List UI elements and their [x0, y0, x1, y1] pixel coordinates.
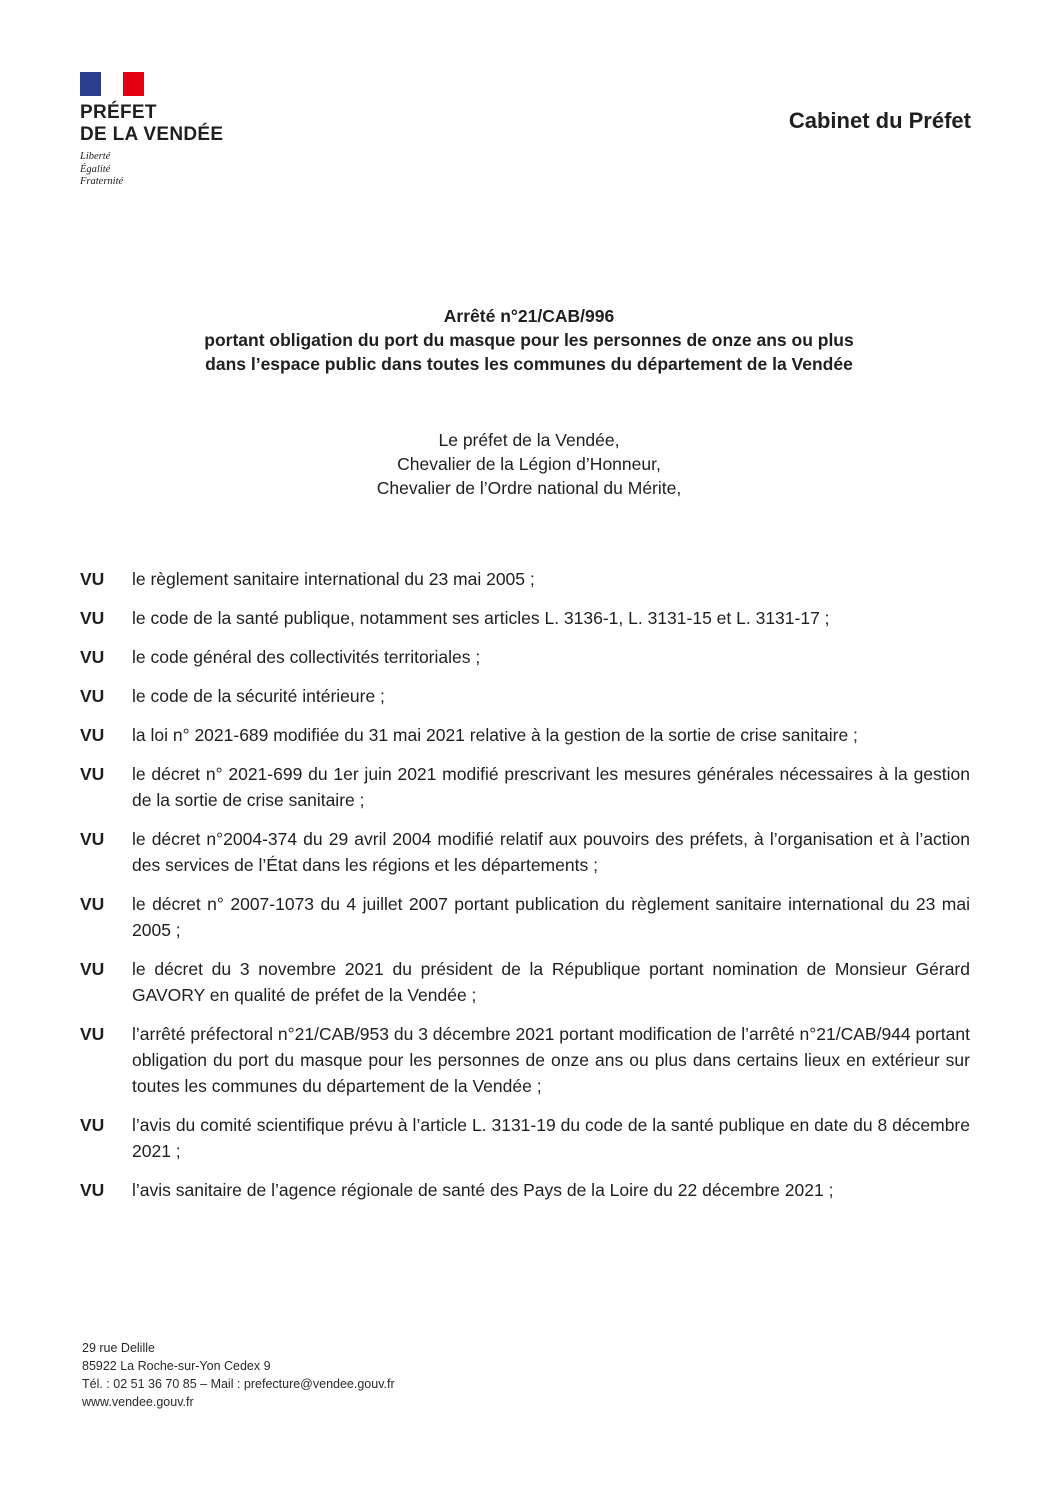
motto-egalite: Égalité	[80, 163, 111, 175]
footer-city: 85922 La Roche-sur-Yon Cedex 9	[82, 1359, 271, 1373]
visa-text: l’arrêté préfectoral n°21/CAB/953 du 3 décembre 2021 portant modification de l’arrêté n°21/CAB/944 portant obligation du port du masque pour les personnes de onze ans ou plus dans certains lieux en extérieur sur toutes les communes du département de la Vendée ;	[132, 1024, 970, 1096]
visa-text: le code de la santé publique, notamment ses articles L. 3136-1, L. 3131-15 et L. 3131-17 ;	[132, 608, 830, 628]
visa-label: VU	[80, 647, 105, 667]
visa-text: le décret n° 2021-699 du 1er juin 2021 modifié prescrivant les mesures générales nécessaires à la gestion de la sortie de crise sanitaire ;	[132, 764, 970, 810]
footer-street: 29 rue Delille	[82, 1341, 155, 1355]
visa-label: VU	[80, 686, 105, 706]
visa-text: le code général des collectivités territoriales ;	[132, 647, 481, 667]
visa-label: VU	[80, 1115, 105, 1135]
republic-motto	[80, 151, 280, 189]
visa-text: le décret n° 2007-1073 du 4 juillet 2007 portant publication du règlement sanitaire international du 23 mai 2005 ;	[132, 894, 970, 940]
visa-item	[80, 683, 970, 709]
decree-subject-line-2: dans l’espace public dans toutes les communes du département de la Vendée	[205, 354, 853, 374]
visa-list	[80, 566, 970, 1216]
visa-label: VU	[80, 608, 105, 628]
visa-text: le décret n°2004-374 du 29 avril 2004 modifié relatif aux pouvoirs des préfets, à l’organisation et à l’action des services de l’État dans les régions et les départements ;	[132, 829, 970, 875]
visa-text: l’avis sanitaire de l’agence régionale de santé des Pays de la Loire du 22 décembre 2021 ;	[132, 1180, 834, 1200]
visa-item	[80, 891, 970, 943]
visa-label: VU	[80, 1024, 105, 1044]
visa-text: le code de la sécurité intérieure ;	[132, 686, 385, 706]
motto-fraternite: Fraternité	[80, 176, 124, 187]
visa-item	[80, 956, 970, 1008]
visa-text: le décret du 3 novembre 2021 du président de la République portant nomination de Monsieur Gérard GAVORY en qualité de préfet de la Vendée ;	[132, 959, 970, 1005]
visa-text: le règlement sanitaire international du 23 mai 2005 ;	[132, 569, 535, 589]
flag-white-stripe	[101, 72, 122, 96]
visa-label: VU	[80, 959, 105, 979]
footer-website-link[interactable]: www.vendee.gouv.fr	[82, 1395, 194, 1409]
logo-line-vendee: DE LA VENDÉE	[80, 124, 224, 145]
signatory-block	[60, 428, 998, 500]
logo-line-prefet: PRÉFET	[80, 102, 157, 123]
flag-blue-stripe	[80, 72, 101, 96]
visa-item	[80, 1112, 970, 1164]
visa-item	[80, 566, 970, 592]
signatory-line: Chevalier de l’Ordre national du Mérite,	[376, 478, 682, 498]
visa-item	[80, 644, 970, 670]
signatory-line: Le préfet de la Vendée,	[438, 430, 620, 450]
visa-text: la loi n° 2021-689 modifiée du 31 mai 2021 relative à la gestion de la sortie de crise sanitaire ;	[132, 725, 858, 745]
footer-phone-mail: Tél. : 02 51 36 70 85 – Mail : prefecture@vendee.gouv.fr	[82, 1377, 395, 1391]
signatory-line: Chevalier de la Légion d’Honneur,	[397, 454, 661, 474]
visa-label: VU	[80, 894, 105, 914]
department-heading: Cabinet du Préfet	[788, 108, 971, 133]
prefecture-logo	[80, 72, 280, 189]
visa-item	[80, 605, 970, 631]
visa-item	[80, 722, 970, 748]
visa-text: l’avis du comité scientifique prévu à l’article L. 3131-19 du code de la santé publique en date du 8 décembre 2021 ;	[132, 1115, 970, 1161]
decree-number: Arrêté n°21/CAB/996	[443, 306, 615, 326]
visa-label: VU	[80, 725, 105, 745]
visa-item	[80, 826, 970, 878]
motto-liberte: Liberté	[80, 151, 111, 162]
visa-label: VU	[80, 829, 105, 849]
footer-contact	[82, 1339, 395, 1411]
visa-item	[80, 761, 970, 813]
decree-subject-line-1: portant obligation du port du masque pour les personnes de onze ans ou plus	[204, 330, 854, 350]
visa-item	[80, 1177, 970, 1203]
visa-label: VU	[80, 764, 105, 784]
french-flag-icon	[80, 72, 144, 96]
decree-title	[60, 304, 998, 376]
flag-red-stripe	[123, 72, 144, 96]
visa-item	[80, 1021, 970, 1099]
visa-label: VU	[80, 1180, 105, 1200]
visa-label: VU	[80, 569, 105, 589]
